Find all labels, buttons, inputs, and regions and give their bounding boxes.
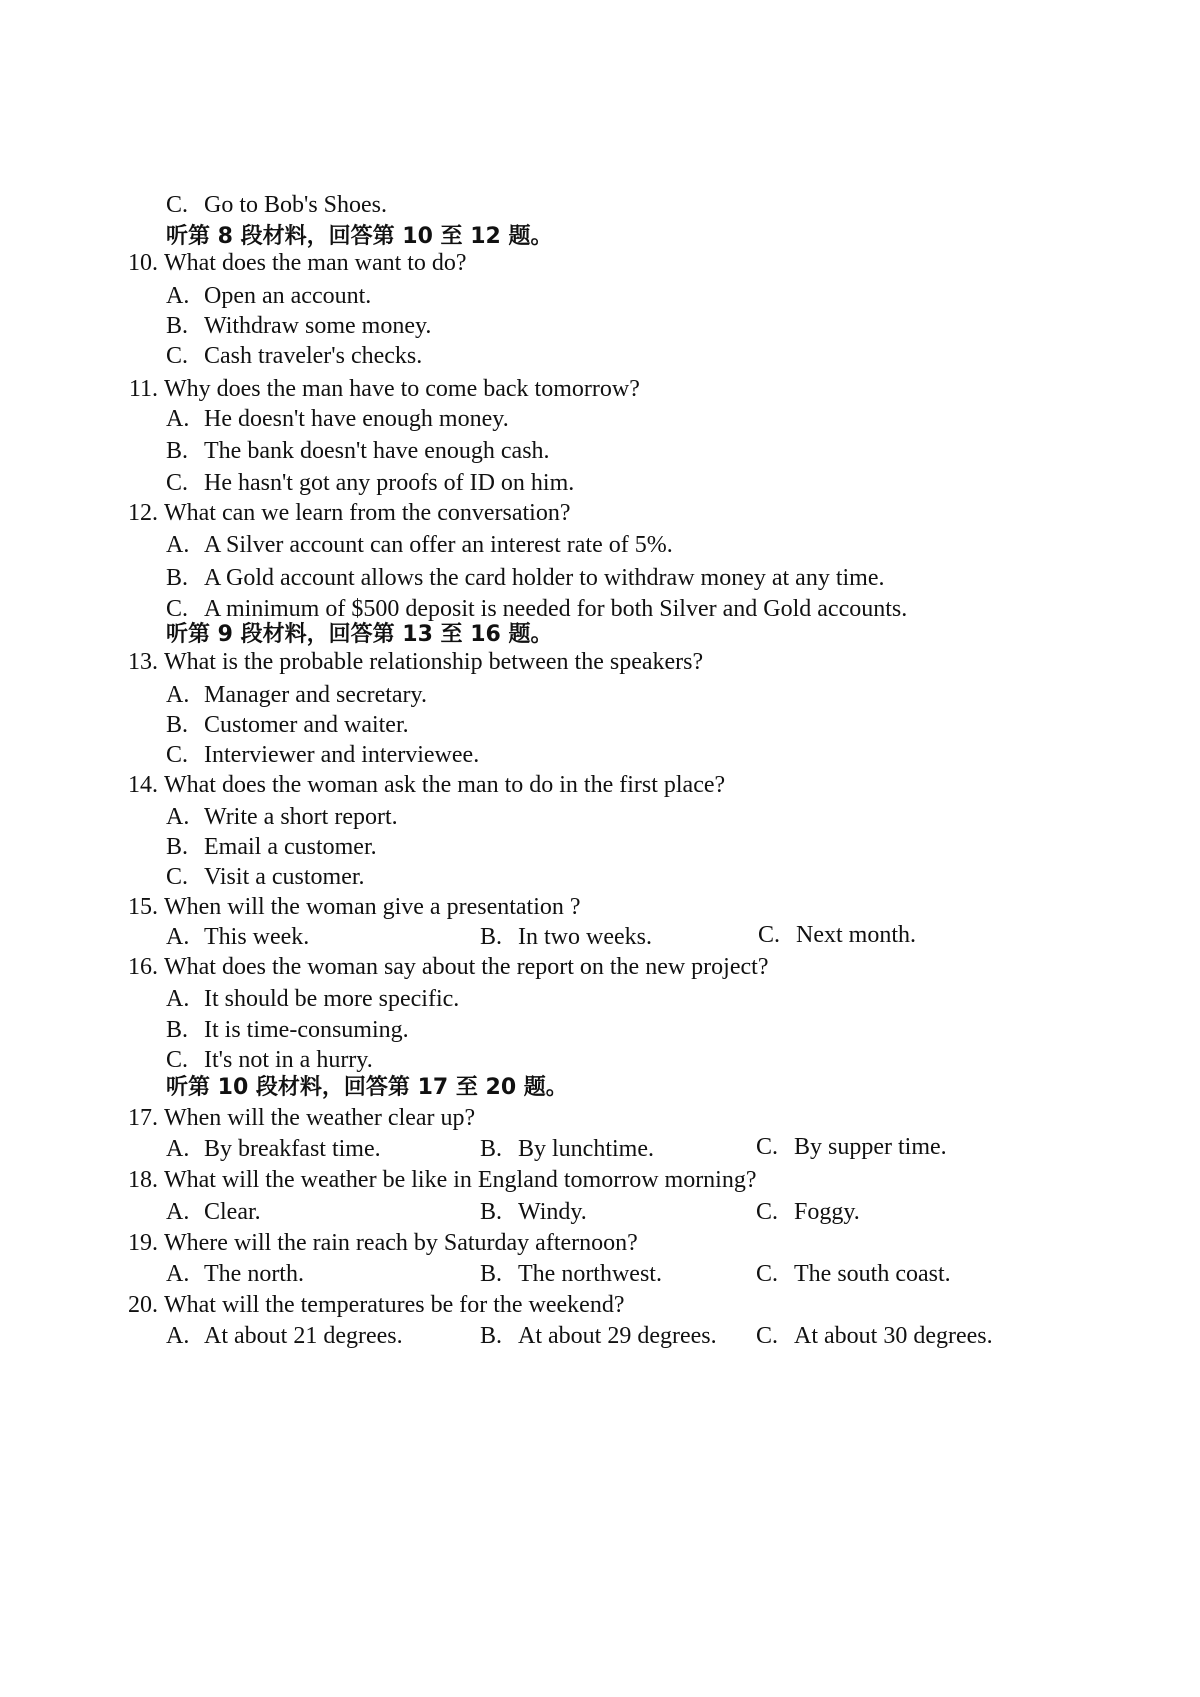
option-label: C. [166,343,189,369]
option-label: C. [756,1323,779,1349]
question-text: What does the man want to do? [164,250,467,276]
option-row [166,1197,426,1227]
option-text: The south coast. [794,1261,951,1287]
option-label: A. [166,532,190,558]
option-text: Go to Bob's Shoes. [204,192,388,218]
option-label: C. [166,742,189,768]
option-text: It is time-consuming. [204,1017,409,1043]
option-text: At about 30 degrees. [794,1323,993,1349]
option-label: C. [756,1261,779,1287]
question-20 [114,1290,1014,1320]
question-14 [114,770,1014,800]
option-row [756,1259,1016,1289]
option-row [166,802,966,832]
option-label: B. [480,1261,503,1287]
option-label: B. [166,834,189,860]
option-label: A. [166,1199,190,1225]
option-text: By lunchtime. [518,1136,654,1162]
question-18 [114,1165,1014,1195]
question-number: 13. [128,649,158,675]
option-text: A Gold account allows the card holder to withdraw money at any time. [204,565,885,591]
option-text: The north. [204,1261,304,1287]
question-10 [114,248,1014,278]
section-instruction: 听第 10 段材料，回答第 17 至 20 题。 [166,1075,568,1100]
option-text: Withdraw some money. [204,313,432,339]
question-text: When will the weather clear up? [164,1105,476,1131]
option-label: A. [166,986,190,1012]
option-row [758,920,998,950]
question-number: 14. [128,772,158,798]
option-text: By supper time. [794,1134,947,1160]
option-text: Foggy. [794,1199,860,1225]
option-label: C. [166,864,189,890]
question-text: What will the weather be like in England tomorrow morning? [164,1167,757,1193]
option-text: It's not in a hurry. [204,1047,373,1073]
question-text: Where will the rain reach by Saturday afternoon? [164,1230,638,1256]
option-label: B. [166,313,189,339]
option-row [756,1132,1016,1162]
option-row [166,1134,466,1164]
question-17 [114,1103,1014,1133]
option-label: C. [758,922,781,948]
option-row [166,680,966,710]
option-text: This week. [204,924,310,950]
option-label: B. [480,1323,503,1349]
section-instruction: 听第 8 段材料，回答第 10 至 12 题。 [166,224,553,249]
option-row [166,1015,966,1045]
option-text: Windy. [518,1199,587,1225]
option-label: C. [756,1199,779,1225]
option-row [166,740,966,770]
option-text: Next month. [796,922,916,948]
option-row [166,281,966,311]
option-label: A. [166,924,190,950]
option-row [166,922,406,952]
option-text: Open an account. [204,283,372,309]
option-text: The northwest. [518,1261,662,1287]
option-text: The bank doesn't have enough cash. [204,438,550,464]
option-text: A minimum of $500 deposit is needed for both Silver and Gold accounts. [204,596,908,622]
option-label: C. [166,596,189,622]
question-16 [114,952,1014,982]
option-text: Cash traveler's checks. [204,343,423,369]
question-number: 12. [128,500,158,526]
question-number: 17. [128,1105,158,1131]
question-number: 10. [128,250,158,276]
option-row [166,311,966,341]
option-text: He doesn't have enough money. [204,406,509,432]
option-row [166,1045,966,1075]
option-row [166,710,966,740]
option-text: In two weeks. [518,924,652,950]
option-text: Visit a customer. [204,864,365,890]
option-label: C. [166,470,189,496]
option-row [480,1259,740,1289]
section-instruction: 听第 9 段材料，回答第 13 至 16 题。 [166,622,553,647]
option-row [166,468,966,498]
option-row [166,404,966,434]
option-text: Customer and waiter. [204,712,409,738]
option-row [480,1321,750,1351]
option-label: A. [166,406,190,432]
question-13 [114,647,1014,677]
question-text: What can we learn from the conversation? [164,500,571,526]
option-label: B. [166,565,189,591]
option-text: Interviewer and interviewee. [204,742,480,768]
option-text: A Silver account can offer an interest rate of 5%. [204,532,673,558]
question-12 [114,498,1014,528]
option-text: Clear. [204,1199,261,1225]
option-row [166,436,966,466]
option-text: At about 21 degrees. [204,1323,403,1349]
option-label: A. [166,1323,190,1349]
option-row [166,530,1016,560]
option-label: C. [166,192,189,218]
question-15 [114,892,1014,922]
question-number: 16. [128,954,158,980]
option-label: C. [166,1047,189,1073]
carryover-option [166,190,566,220]
question-text: What will the temperatures be for the weekend? [164,1292,625,1318]
option-row [166,563,1016,593]
question-text: When will the woman give a presentation ? [164,894,581,920]
question-number: 18. [128,1167,158,1193]
option-label: B. [166,712,189,738]
question-text: What does the woman ask the man to do in the first place? [164,772,726,798]
option-row [166,984,966,1014]
option-row [480,922,720,952]
option-label: A. [166,283,190,309]
question-text: What is the probable relationship between the speakers? [164,649,704,675]
option-row [166,862,966,892]
option-text: It should be more specific. [204,986,460,1012]
option-label: A. [166,682,190,708]
question-11 [114,374,1014,404]
option-label: A. [166,1261,190,1287]
option-label: A. [166,1136,190,1162]
question-number: 19. [128,1230,158,1256]
option-label: B. [480,1199,503,1225]
option-row [166,1321,466,1351]
question-text: Why does the man have to come back tomorrow? [164,376,640,402]
option-row [480,1134,740,1164]
option-label: B. [166,1017,189,1043]
option-text: He hasn't got any proofs of ID on him. [204,470,575,496]
option-row [756,1321,1036,1351]
question-number: 11. [128,376,158,402]
option-text: Email a customer. [204,834,377,860]
option-label: B. [480,1136,503,1162]
question-number: 20. [128,1292,158,1318]
option-row [166,341,966,371]
option-text: By breakfast time. [204,1136,381,1162]
option-row [166,1259,426,1289]
option-label: B. [166,438,189,464]
option-label: B. [480,924,503,950]
option-text: Manager and secretary. [204,682,427,708]
option-row [480,1197,740,1227]
option-row [166,832,966,862]
option-label: A. [166,804,190,830]
option-label: C. [756,1134,779,1160]
option-row [756,1197,1016,1227]
question-19 [114,1228,1014,1258]
question-number: 15. [128,894,158,920]
option-text: Write a short report. [204,804,398,830]
option-text: At about 29 degrees. [518,1323,717,1349]
question-text: What does the woman say about the report on the new project? [164,954,769,980]
